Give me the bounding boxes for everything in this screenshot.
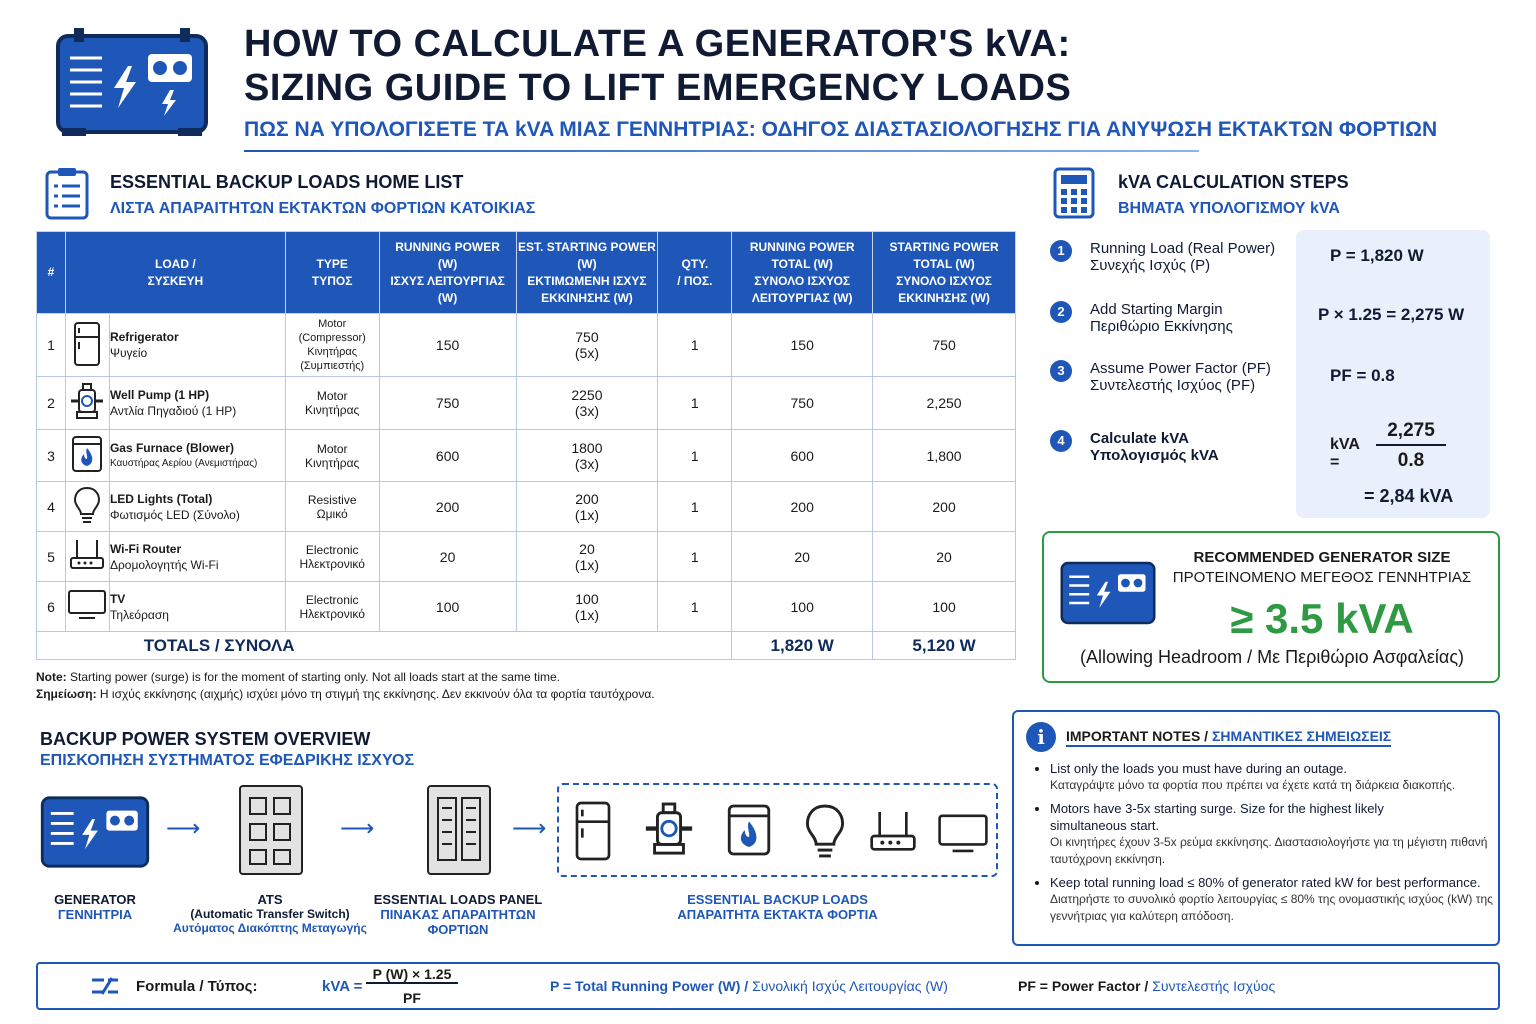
- backup-loads-label: [557, 892, 998, 922]
- col-header-running: RUNNING POWER (W) ΙΣΧΥΣ ΛΕΙΤΟΥΡΓΙΑΣ (W): [379, 232, 516, 314]
- running-power: 20: [379, 532, 516, 582]
- note-item-en: • Motors have 3-5x starting surge. Size for the highest likely simultaneous start.: [1050, 801, 1384, 833]
- recommend-title-gr: ΠΡΟΤΕΙΝΟΜΕΝΟ ΜΕΓΕΘΟΣ ΓΕΝΝΗΤΡΙΑΣ: [1172, 569, 1472, 586]
- starting-value: 2250: [571, 387, 603, 403]
- starting-multiplier: (3x): [574, 403, 599, 419]
- table-row: [37, 377, 1016, 430]
- load-name: [109, 314, 285, 377]
- qty: 1: [658, 430, 732, 482]
- starting-multiplier: (1x): [574, 506, 599, 523]
- formula-numerator: P (W) × 1.25: [366, 966, 458, 984]
- overview-title: BACKUP POWER SYSTEM OVERVIEW: [40, 729, 371, 749]
- p-def-en: P = Total Running Power (W) /: [550, 978, 749, 994]
- note-gr-label: Σημείωση:: [36, 687, 97, 701]
- recommend-value: ≥ 3.5 kVA: [1230, 595, 1414, 642]
- row-num: 3: [37, 430, 66, 482]
- panel-label-gr-2: ΦΟΡΤΙΩΝ: [427, 922, 489, 937]
- notes-title: IMPORTANT NOTES / ΣΗΜΑΝΤΙΚΕΣ ΣΗΜΕΙΩΣΕΙΣ: [1066, 728, 1391, 747]
- loads-table-wrapper: [36, 231, 1016, 660]
- calc-section-subtitle: ΒΗΜΑΤΑ ΥΠΟΛΟΓΙΣΜΟΥ kVA: [1118, 200, 1340, 217]
- panel-label: [372, 892, 544, 937]
- formula-icon: [90, 974, 120, 1003]
- tv-icon: [937, 813, 989, 860]
- qty: 1: [658, 582, 732, 632]
- tv-icon: [65, 582, 109, 632]
- note-gr: [36, 686, 1016, 703]
- step-title-en: Running Load (Real Power): [1090, 240, 1276, 257]
- running-total: 100: [732, 582, 873, 632]
- step-title-en: Assume Power Factor (PF): [1090, 360, 1271, 377]
- important-notes-card: [1012, 710, 1500, 946]
- ats-label-gr: Αυτόματος Διακόπτης Μεταγωγής: [173, 921, 367, 935]
- starting-value: 1800: [571, 439, 603, 456]
- totals-starting: 5,120 W: [873, 632, 1016, 660]
- col-header-starting: EST. STARTING POWER (W) ΕΚΤΙΜΩΜΕΝΗ ΙΣΧΥΣ ΕΚΚΙΝΗΣΗΣ (W): [516, 232, 658, 314]
- panel-label-gr-1: ΠΙΝΑΚΑΣ ΑΠΑΡΑΙΤΗΤΩΝ: [380, 907, 536, 922]
- step-title-gr: Υπολογισμός kVA: [1090, 447, 1219, 464]
- generator-label: [20, 892, 170, 922]
- formula-denominator: PF: [403, 990, 421, 1006]
- notes-list: [1036, 760, 1494, 925]
- clipboard-icon: [44, 166, 90, 225]
- step-title-gr: Περιθώριο Εκκίνησης: [1090, 318, 1233, 335]
- load-name-gr: Αντλία Πηγαδιού (1 HP): [109, 404, 237, 418]
- running-total: 750: [732, 377, 873, 430]
- load-name-gr: Καυστήρας Αερίου (Ανεμιστήρας): [109, 457, 258, 469]
- panel-label-en: ESSENTIAL LOADS PANEL: [373, 892, 543, 907]
- note-item-gr: Οι κινητήρες έχουν 3-5x ρεύμα εκκίνησης. Διαστασιολογήστε για τη μέγιστη πιθανή ταυτόχρονη εκκίνηση.: [1050, 835, 1488, 866]
- col-header-type: TYPE ΤΥΠΟΣ: [285, 232, 379, 314]
- furnace-icon: [725, 801, 773, 864]
- formula-p-definition: [550, 978, 948, 994]
- step-title: [1090, 430, 1290, 464]
- light-bulb-icon: [803, 801, 847, 866]
- col-header-qty: QTY. / ΠΟΣ.: [658, 232, 732, 314]
- loads-section-title: ESSENTIAL BACKUP LOADS HOME LIST: [110, 172, 464, 192]
- starting-total: 200: [873, 482, 1016, 532]
- table-row: [37, 314, 1016, 377]
- title-line-1: HOW TO CALCULATE A GENERATOR'S kVA:: [244, 23, 1071, 65]
- load-name: [109, 582, 285, 632]
- running-total: 200: [732, 482, 873, 532]
- loads-section-subtitle: ΛΙΣΤΑ ΑΠΑΡΑΙΤΗΤΩΝ ΕΚΤΑΚΤΩΝ ΦΟΡΤΙΩΝ ΚΑΤΟΙΚΙΑΣ: [110, 200, 536, 217]
- running-total: 20: [732, 532, 873, 582]
- load-type: Electronic Ηλεκτρονικό: [285, 582, 379, 632]
- ats-label: [170, 892, 370, 935]
- qty: 1: [658, 377, 732, 430]
- load-type: Resistive Ωμικό: [285, 482, 379, 532]
- starting-multiplier: (5x): [574, 345, 599, 361]
- running-power: 600: [379, 430, 516, 482]
- load-name: [109, 430, 285, 482]
- load-name-en: Well Pump (1 HP): [109, 388, 210, 402]
- kva-denominator: 0.8: [1397, 450, 1425, 471]
- starting-total: 1,800: [873, 430, 1016, 482]
- page-subtitle: ΠΩΣ ΝΑ ΥΠΟΛΟΓΙΣΕΤΕ ΤΑ kVA ΜΙΑΣ ΓΕΝΝΗΤΡΙΑΣ: ΟΔΗΓΟΣ ΔΙΑΣΤΑΣΙΟΛΟΓΗΣΗΣ ΓΙΑ ΑΝΥΨΩΣΗ ΕΚΤΑΚΤΩΝ ΦΟΡΤΙΩΝ: [244, 118, 1438, 141]
- qty: 1: [658, 532, 732, 582]
- step-number: 2: [1050, 301, 1072, 323]
- step-title-gr: Συντελεστής Ισχύος (PF): [1090, 377, 1256, 394]
- load-type: Electronic Ηλεκτρονικό: [285, 532, 379, 582]
- well-pump-icon: [643, 801, 695, 864]
- load-name-en: Refrigerator: [109, 330, 179, 344]
- pf-def-gr: Συντελεστής Ισχύος: [1148, 978, 1276, 994]
- formula-pf-definition: [1018, 978, 1275, 994]
- small-generator-icon: [1058, 557, 1158, 634]
- starting-total: 750: [873, 314, 1016, 377]
- load-type: Motor Κινητήρας: [285, 430, 379, 482]
- starting-power: [516, 582, 658, 632]
- step-number: 4: [1050, 430, 1072, 452]
- notes-title-en: IMPORTANT NOTES: [1066, 728, 1201, 744]
- qty: 1: [658, 314, 732, 377]
- step-number: 3: [1050, 360, 1072, 382]
- well-pump-icon: [65, 377, 109, 430]
- load-type: Motor Κινητήρας: [285, 377, 379, 430]
- step-value: P = 1,820 W: [1330, 246, 1424, 265]
- refrigerator-icon: [65, 314, 109, 377]
- starting-total: 2,250: [873, 377, 1016, 430]
- col-header-load: LOAD / ΣΥΣΚΕΥΗ: [65, 232, 285, 314]
- arrow-right-icon: ⟶: [512, 815, 547, 842]
- note-item: [1050, 874, 1494, 925]
- note-en: [36, 669, 1016, 686]
- col-header-running-total: RUNNING POWER TOTAL (W) ΣΥΝΟΛΟ ΙΣΧΥΟΣ ΛΕΙΤΟΥΡΓΙΑΣ (W): [732, 232, 873, 314]
- running-power: 750: [379, 377, 516, 430]
- table-note: [36, 669, 1016, 703]
- step-title: [1090, 360, 1310, 394]
- pf-def-en: PF = Power Factor /: [1018, 978, 1149, 994]
- starting-power: [516, 377, 658, 430]
- notes-title-gr: ΣΗΜΑΝΤΙΚΕΣ ΣΗΜΕΙΩΣΕΙΣ: [1211, 728, 1392, 744]
- furnace-icon: [65, 430, 109, 482]
- running-power: 200: [379, 482, 516, 532]
- row-num: 1: [37, 314, 66, 377]
- info-icon: i: [1026, 722, 1056, 752]
- col-header-starting-total: STARTING POWER TOTAL (W) ΣΥΝΟΛΟ ΙΣΧΥΟΣ ΕΚΚΙΝΗΣΗΣ (W): [873, 232, 1016, 314]
- arrow-right-icon: ⟶: [166, 815, 201, 842]
- calculator-icon: [1052, 166, 1096, 225]
- load-name-en: LED Lights (Total): [109, 491, 213, 506]
- load-name-gr: Δρομολογητής Wi-Fi: [109, 557, 219, 572]
- starting-total: 20: [873, 532, 1016, 582]
- ats-label-en: ATS: [257, 892, 283, 907]
- step-value: P × 1.25 = 2,275 W: [1318, 305, 1465, 324]
- load-name: [109, 532, 285, 582]
- formula-bar: [36, 962, 1500, 1010]
- note-gr-text: Η ισχύς εκκίνησης (αιχμής) ισχύει μόνο τη στιγμή της εκκίνησης. Δεν εκκινούν όλα τα φορτία ταυτόχρονα.: [96, 687, 655, 701]
- starting-multiplier: (1x): [574, 606, 599, 623]
- note-item-gr: Διατηρήστε το συνολικό φορτίο λειτουργίας ≤ 80% της ονομαστικής ισχύος (kW) της γεννήτριας για καλύτερη απόδοση.: [1050, 892, 1493, 923]
- header-divider: [244, 150, 1199, 152]
- step-title-en: Calculate kVA: [1090, 430, 1189, 447]
- starting-power: [516, 430, 658, 482]
- totals-row: [37, 632, 1016, 660]
- totals-running: 1,820 W: [732, 632, 873, 660]
- light-bulb-icon: [65, 482, 109, 532]
- note-item-gr: Καταγράψτε μόνο τα φορτία που πρέπει να έχετε κατά τη διάρκεια διακοπής.: [1050, 778, 1456, 792]
- note-text: Starting power (surge) is for the moment of starting only. Not all loads start at the same time.: [66, 670, 560, 684]
- starting-power: [516, 482, 658, 532]
- load-name-gr: Ψυγείο: [109, 346, 148, 360]
- row-num: 5: [37, 532, 66, 582]
- load-name: [109, 377, 285, 430]
- refrigerator-icon: [573, 799, 613, 868]
- formula-lhs: kVA =: [322, 978, 363, 995]
- step-title-gr: Συνεχής Ισχύς (P): [1090, 257, 1211, 274]
- overview-generator-icon: [38, 792, 152, 877]
- note-label: Note:: [36, 670, 67, 684]
- starting-multiplier: (3x): [574, 455, 599, 472]
- panel-icon: [426, 784, 492, 881]
- recommend-title: RECOMMENDED GENERATOR SIZE: [1193, 549, 1451, 566]
- step-number: 1: [1050, 240, 1072, 262]
- starting-power: [516, 532, 658, 582]
- table-row: [37, 482, 1016, 532]
- kva-result: = 2,84 kVA: [1364, 486, 1454, 506]
- load-name-en: Wi-Fi Router: [109, 541, 182, 556]
- load-name-gr: Φωτισμός LED (Σύνολο): [109, 507, 240, 522]
- note-item-en: • List only the loads you must have during an outage.: [1050, 761, 1348, 776]
- load-name-en: TV: [109, 591, 126, 606]
- row-num: 6: [37, 582, 66, 632]
- title-line-2: SIZING GUIDE TO LIFT EMERGENCY LOADS: [244, 67, 1072, 109]
- note-item: [1050, 760, 1494, 794]
- running-total: 600: [732, 430, 873, 482]
- running-power: 150: [379, 314, 516, 377]
- ats-icon: [238, 784, 304, 881]
- load-name-en: Gas Furnace (Blower): [109, 440, 234, 455]
- router-icon: [869, 809, 917, 860]
- step-title: [1090, 301, 1310, 335]
- generator-label-gr: ΓΕΝΝΗΤΡΙΑ: [57, 907, 133, 922]
- step-title: [1090, 240, 1310, 274]
- table-header-row: [37, 232, 1016, 314]
- arrow-right-icon: ⟶: [340, 815, 375, 842]
- table-row: [37, 430, 1016, 482]
- step-title-en: Add Starting Margin: [1090, 301, 1223, 318]
- calc-section-title: kVA CALCULATION STEPS: [1118, 172, 1349, 192]
- qty: 1: [658, 482, 732, 532]
- running-total: 150: [732, 314, 873, 377]
- page-title: [244, 22, 1071, 110]
- starting-value: 200: [575, 490, 599, 507]
- load-name-gr: Τηλεόραση: [109, 607, 169, 622]
- p-def-gr: Συνολική Ισχύς Λειτουργίας (W): [748, 978, 948, 994]
- ats-label-full: (Automatic Transfer Switch): [190, 907, 350, 921]
- starting-power: [516, 314, 658, 377]
- backup-loads-group: [557, 783, 998, 877]
- step-value: PF = 0.8: [1330, 366, 1395, 385]
- running-power: 100: [379, 582, 516, 632]
- note-item: [1050, 800, 1494, 868]
- starting-value: 750: [575, 329, 599, 345]
- recommended-size-card: [1042, 531, 1500, 683]
- formula-label: Formula / Τύπος:: [136, 978, 258, 995]
- row-num: 2: [37, 377, 66, 430]
- row-num: 4: [37, 482, 66, 532]
- starting-total: 100: [873, 582, 1016, 632]
- kva-numerator: 2,275: [1376, 420, 1446, 446]
- table-row: [37, 582, 1016, 632]
- load-type: Motor (Compressor) Κινητήρας (Συμπιεστής): [285, 314, 379, 377]
- totals-label: TOTALS / ΣΥΝΟΛΑ: [37, 632, 732, 660]
- overview-subtitle: ΕΠΙΣΚΟΠΗΣΗ ΣΥΣΤΗΜΑΤΟΣ ΕΦΕΔΡΙΚΗΣ ΙΣΧΥΟΣ: [40, 752, 415, 769]
- starting-value: 100: [575, 590, 599, 607]
- col-header-num: #: [37, 232, 66, 314]
- router-icon: [65, 532, 109, 582]
- load-name: [109, 482, 285, 532]
- starting-value: 20: [579, 540, 595, 557]
- starting-multiplier: (1x): [574, 556, 599, 573]
- generator-label-en: GENERATOR: [54, 892, 136, 907]
- note-item-en: • Keep total running load ≤ 80% of generator rated kW for best performance.: [1050, 875, 1481, 890]
- loads-table: [36, 231, 1016, 660]
- backup-loads-label-en: ESSENTIAL BACKUP LOADS: [687, 892, 868, 907]
- kva-prefix: kVA =: [1330, 436, 1360, 471]
- backup-loads-label-gr: ΑΠΑΡΑΙΤΗΤΑ ΕΚΤΑΚΤΑ ΦΟΡΤΙΑ: [677, 907, 878, 922]
- table-row: [37, 532, 1016, 582]
- header-generator-icon: [52, 28, 212, 140]
- recommend-caption: (Allowing Headroom / Με Περιθώριο Ασφαλείας): [1080, 647, 1464, 667]
